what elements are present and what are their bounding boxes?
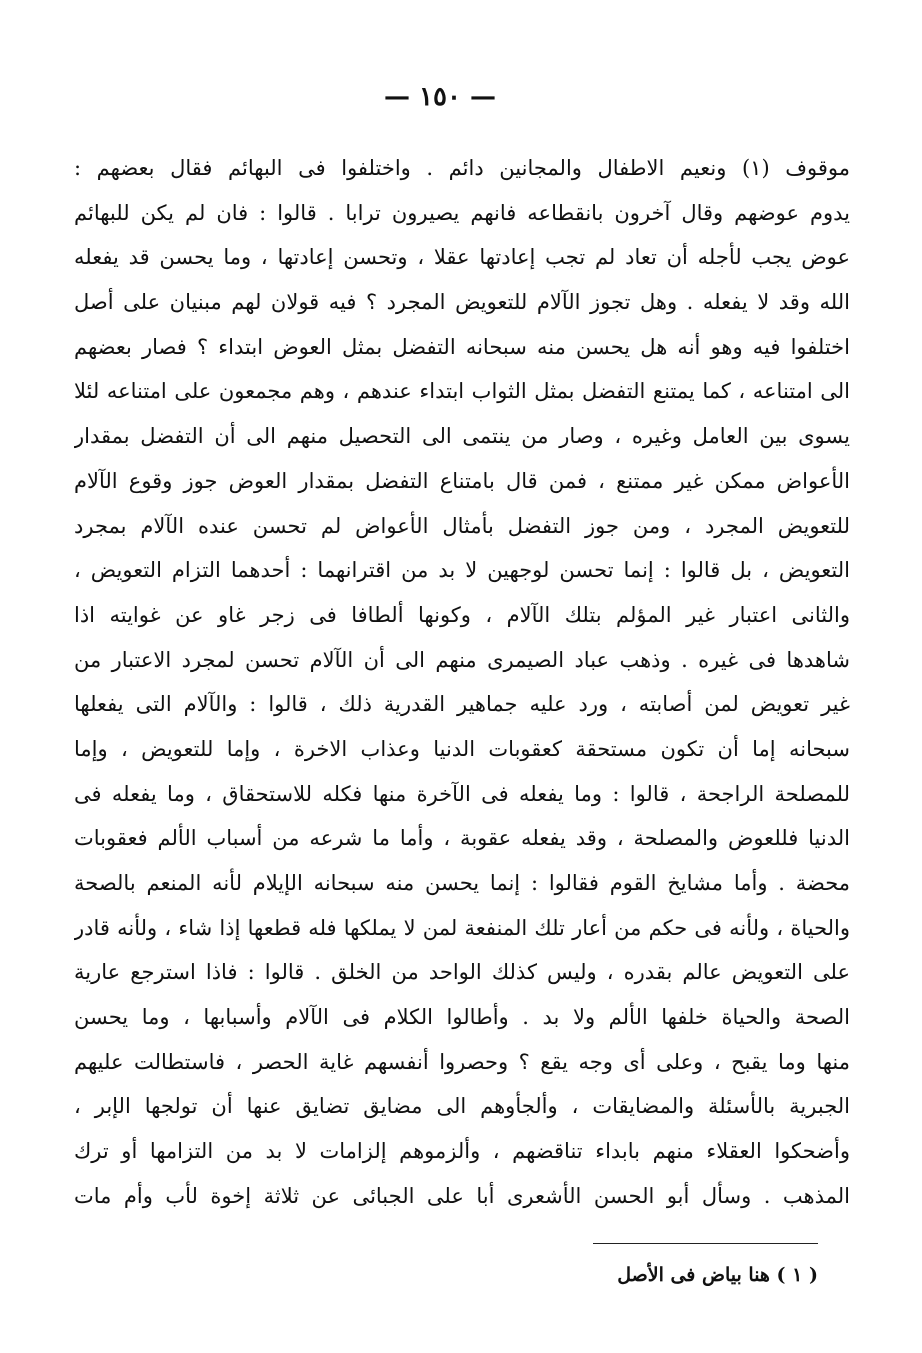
text-line: الجبرية بالأسئلة والمضايقات ، وألجأوهم الى مضايق تضايق عنها أن تولجها الإبر ، <box>74 1094 850 1119</box>
text-line: الصحة والحياة خلفها الألم ولا بد . وأطالوا الكلام فى الآلام وأسبابها ، وما يحسن <box>74 1005 850 1030</box>
text-line: شاهدها فى غيره . وذهب عباد الصيمرى منهم الى أن الآلام تحسن لمجرد الاعتبار من <box>74 647 850 672</box>
footnote-divider <box>593 1243 818 1244</box>
text-line: الله وقد لا يفعله . وهل تجوز الآلام للتعويض المجرد ؟ فيه قولان لهم مبنيان على أصل <box>74 290 850 315</box>
text-line: التعويض ، بل قالوا : إنما تحسن لوجهين لا بد من اقترانهما : أحدهما التزام التعويض ، <box>74 558 850 583</box>
text-line: عوض يجب لأجله أن تعاد لم تجب إعادتها عقلا ، وتحسن إعادتها ، وما يحسن قد يفعله <box>74 245 850 270</box>
text-line: غير تعويض لمن أصابته ، ورد عليه جماهير القدرية ذلك ، قالوا : والآلام التى يفعلها <box>74 692 850 717</box>
text-line: سبحانه إما أن تكون مستحقة كعقوبات الدنيا وعذاب الاخرة ، وإما للتعويض ، وإما <box>74 736 850 761</box>
text-line: الدنيا فللعوض والمصلحة ، وقد يفعله عقوبة ، وأما ما شرعه من أسباب الألم فعقوبات <box>74 826 850 851</box>
page-number: — ١٥٠ — <box>383 82 497 112</box>
text-line: للتعويض المجرد ، ومن جوز التفضل بأمثال الأعواض لم تحسن عنده الآلام بمجرد <box>74 513 850 538</box>
text-line: محضة . وأما مشايخ القوم فقالوا : إنما يحسن منه سبحانه الإيلام لأنه المنعم بالصحة <box>74 871 850 895</box>
text-line: الأعواض ممكن غير ممتنع ، فمن قال بامتناع التفضل بمقدار العوض جوز وقوع الآلام <box>74 468 850 493</box>
text-line: على التعويض عالم بقدره ، وليس كذلك الواحد من الخلق . قالوا : فاذا استرجع عارية <box>74 960 850 985</box>
text-line: للمصلحة الراجحة ، قالوا : وما يفعله فى الآخرة منها فكله للاستحقاق ، وما يفعله فى <box>74 781 850 806</box>
text-line: المذهب . وسأل أبو الحسن الأشعرى أبا على الجبائى عن ثلاثة إخوة لأب وأم مات <box>74 1183 850 1208</box>
footnote: ( ١ ) هنا بياض فى الأصل <box>617 1264 818 1286</box>
text-line: يسوى بين العامل وغيره ، وصار من ينتمى الى التحصيل منهم الى أن التفضل بمقدار <box>74 424 850 449</box>
text-line: موقوف (١) ونعيم الاطفال والمجانين دائم . واختلفوا فى البهائم فقال بعضهم : <box>74 156 850 180</box>
text-line: الى امتناعه ، كما يمتنع التفضل بمثل الثواب ابتداء عندهم ، وهم مجمعون على امتناعه لئلا <box>74 379 850 404</box>
text-line: اختلفوا فيه وهو أنه هل يحسن منه سبحانه التفضل بمثل العوض ابتداء ؟ فصار بعضهم <box>74 334 850 359</box>
text-line: والحياة ، ولأنه فى حكم من أعار تلك المنفعة لمن لا يملكها فله قطعها إذا شاء ، ولأنه قادر <box>74 915 850 940</box>
text-line: والثانى اعتبار غير المؤلم بتلك الآلام ، وكونها ألطافا فى زجر غاو عن غوايته اذا <box>74 602 850 627</box>
text-line: يدوم عوضهم وقال آخرون بانقطاعه فانهم يصيرون ترابا . قالوا : فان لم يكن للبهائم <box>74 200 850 225</box>
text-line: وأضحكوا العقلاء منهم بابداء تناقضهم ، وألزموهم إلزامات لا بد من التزامها أو ترك <box>74 1139 850 1164</box>
text-line: منها وما يقبح ، وعلى أى وجه يقع ؟ وحصروا أنفسهم غاية الحصر ، فاستطالت عليهم <box>74 1049 850 1074</box>
body-text <box>74 146 850 1219</box>
